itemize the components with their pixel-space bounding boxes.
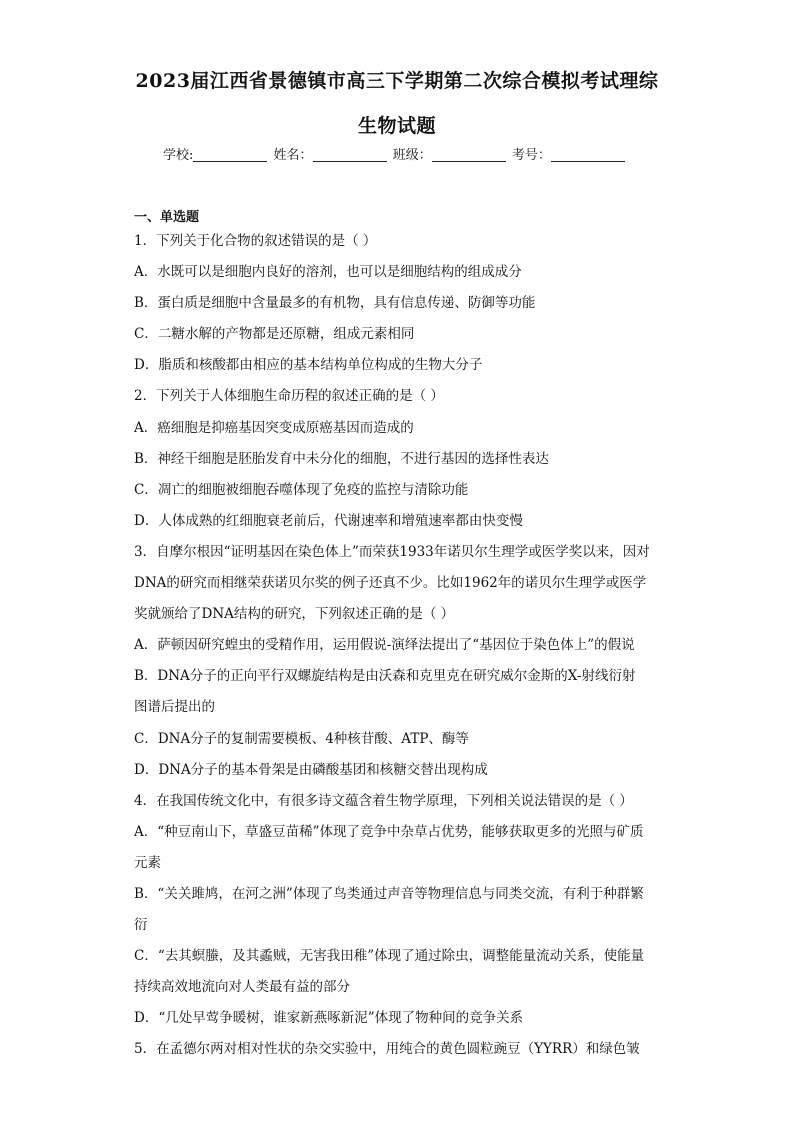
text-line: D．脂质和核酸都由相应的基本结构单位构成的生物大分子 [134,357,483,374]
text-line: 5．在孟德尔两对相对性状的杂交实验中，用纯合的黄色圆粒豌豆（YYRR）和绿色皱 [134,1041,640,1058]
text-line: 图谱后提出的 [134,699,215,716]
text-line: B．蛋白质是细胞中含量最多的有机物，具有信息传递、防御等功能 [134,295,536,312]
text-line: B．“关关雎鸠，在河之洲”体现了鸟类通过声音等物理信息与同类交流，有利于种群繁 [134,885,644,902]
student-info-row [163,144,627,163]
text-line: 3．自摩尔根因“证明基因在染色体上”而荣获1933年诺贝尔生理学或医学奖以来，因对 [134,543,650,560]
text-line: 衍 [134,917,148,934]
text-line: D．人体成熟的红细胞衰老前后，代谢速率和增殖速率都由快变慢 [134,512,523,529]
text-line: 元素 [134,854,161,871]
exam-number-blank [551,147,625,162]
text-line: 1．下列关于化合物的叙述错误的是（ ） [134,233,377,249]
text-line: A．萨顿因研究蝗虫的受精作用，运用假说-演绎法提出了“基因位于染色体上”的假说 [134,637,635,654]
text-line: DNA的研究而相继荣获诺贝尔奖的例子还真不少。比如1962年的诺贝尔生理学或医学 [134,575,647,592]
text-line: 4．在我国传统文化中，有很多诗文蕴含着生物学原理，下列相关说法错误的是（ ） [134,792,633,809]
exam-number-label: 考号： [511,148,551,163]
class-label: 班级： [392,148,432,163]
document-title-line-2: 生物试题 [357,115,436,137]
section-heading: 一、单选题 [134,210,200,225]
text-line: D．“几处早莺争暖树，谁家新燕啄新泥”体现了物种间的竞争关系 [134,1010,524,1027]
text-line: A．癌细胞是抑癌基因突变成原癌基因而造成的 [134,419,414,436]
document-title-line-1: 2023届江西省景德镇市高三下学期第二次综合模拟考试理综 [135,70,659,92]
text-line: D．DNA分子的基本骨架是由磷酸基团和核糖交替出现构成 [134,761,488,778]
text-line: B．神经干细胞是胚胎发育中未分化的细胞，不进行基因的选择性表达 [134,450,549,467]
question-body [134,226,664,1066]
school-label: 学校: [163,148,194,163]
text-line: 奖就颁给了DNA结构的研究，下列叙述正确的是（ ） [134,606,455,623]
text-line: C．“去其螟螣，及其蟊贼，无害我田稚”体现了通过除虫，调整能量流动关系，使能量 [134,948,645,965]
text-line: A．水既可以是细胞内良好的溶剂，也可以是细胞结构的组成成分 [134,264,522,281]
text-line: 2．下列关于人体细胞生命历程的叙述正确的是（ ） [134,388,444,405]
text-line: C．二糖水解的产物都是还原糖，组成元素相同 [134,326,415,343]
name-blank [313,147,387,162]
text-line: 持续高效地流向对人类最有益的部分 [134,979,350,996]
name-label: 姓名： [273,148,313,163]
class-blank [432,147,506,162]
school-blank [193,147,267,162]
text-line: C．凋亡的细胞被细胞吞噬体现了免疫的监控与清除功能 [134,481,469,498]
text-line: B．DNA分子的正向平行双螺旋结构是由沃森和克里克在研究威尔金斯的X-射线衍射 [134,668,636,685]
text-line: C．DNA分子的复制需要模板、4种核苷酸、ATP、酶等 [134,730,469,747]
text-line: A．“种豆南山下，草盛豆苗稀”体现了竞争中杂草占优势，能够获取更多的光照与矿质 [134,823,644,840]
